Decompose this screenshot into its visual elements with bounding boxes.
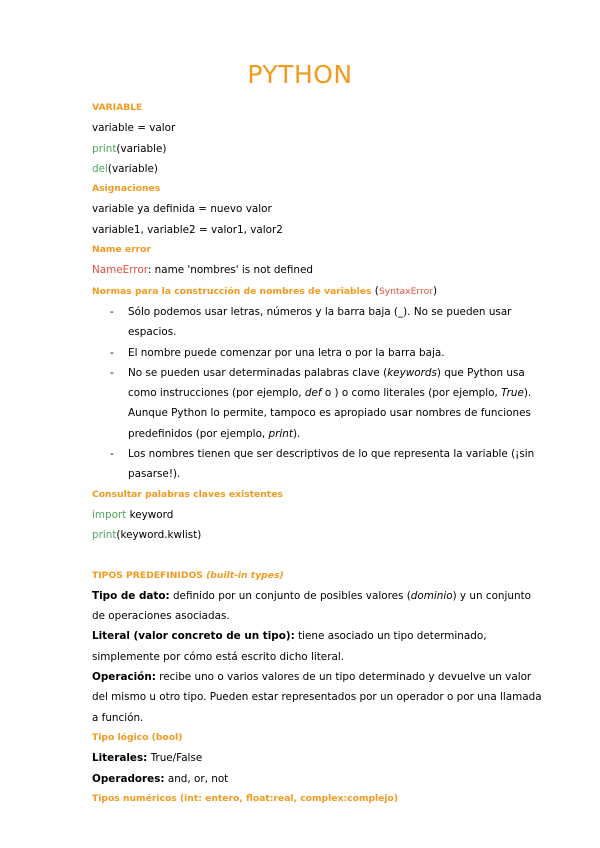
def-term: def	[304, 387, 322, 400]
tipos-heading-text: TIPOS PREDEFINIDOS	[92, 569, 203, 581]
list-item: - El nombre puede comenzar por una letra o por la barra baja.	[92, 343, 547, 363]
page-title: PYTHON	[247, 60, 353, 89]
section-spacer	[92, 546, 547, 566]
literales-value: True/False	[147, 752, 203, 765]
tipo-logico-heading: Tipo lógico (bool)	[92, 731, 183, 743]
normas-heading-line	[92, 281, 547, 302]
tipos-numericos-heading: Tipos numéricos (int: entero, float:real, complex:complejo)	[92, 792, 399, 804]
name-error-line	[92, 260, 547, 280]
operacion-paragraph	[92, 667, 547, 728]
print-kwlist-line	[92, 525, 547, 545]
keywords-term: keywords	[387, 366, 437, 379]
del-line	[92, 159, 547, 179]
print-keyword: print	[92, 142, 117, 155]
syntax-error-label: SyntaxError	[378, 285, 434, 297]
list-item	[92, 363, 547, 444]
normas-paren-close: )	[433, 284, 438, 297]
list-text: ) que Python usa como instrucciones (por ejemplo,	[128, 366, 525, 400]
normas-list	[92, 302, 547, 485]
literales-label: Literales:	[92, 752, 148, 765]
paragraph-text: tiene asociado un tipo determinado, simplemente por cómo está escrito dicho literal.	[92, 630, 487, 663]
list-text: ). Aunque Python lo permite, tampoco es apropiado usar nombres de funciones predefinidos (por ejemplo,	[128, 387, 532, 440]
print-keyword: print	[92, 529, 117, 542]
normas-paren-open: (	[371, 284, 379, 297]
print-line	[92, 139, 547, 159]
name-error-keyword: NameError	[92, 264, 148, 277]
paragraph-text: definido por un conjunto de posibles valores (	[169, 589, 411, 602]
operadores-value: and, or, not	[164, 772, 229, 785]
tipo-dato-label: Tipo de dato:	[92, 589, 170, 602]
del-args: (variable)	[107, 162, 158, 175]
variable-heading: VARIABLE	[92, 102, 143, 113]
list-text: No se pueden usar determinadas palabras clave (	[128, 366, 388, 379]
tipos-heading-sub: (built-in types)	[202, 569, 284, 581]
operacion-label: Operación:	[92, 671, 156, 684]
literal-label: Literal (valor concreto de un tipo):	[92, 630, 295, 643]
name-error-message: : name 'nombres' is not defined	[147, 264, 313, 277]
normas-heading: Normas para la construcción de nombres de variables	[92, 285, 372, 297]
operadores-line	[92, 769, 547, 789]
literales-line	[92, 748, 547, 768]
list-text: o ) o como literales (por ejemplo,	[321, 387, 502, 400]
paragraph-text: ) y un conjunto de operaciones asociadas.	[92, 589, 532, 623]
operadores-label: Operadores:	[92, 772, 165, 785]
literal-paragraph	[92, 626, 547, 667]
variable-line: variable = valor	[92, 122, 176, 135]
tipos-heading	[92, 566, 547, 586]
print-term: print	[268, 427, 293, 440]
print-kwlist-args: (keyword.kwlist)	[116, 529, 202, 542]
del-keyword: del	[92, 162, 108, 175]
import-keyword: import	[92, 508, 127, 521]
import-module: keyword	[126, 508, 174, 521]
paragraph-text: recibe uno o varios valores de un tipo determinado y devuelve un valor del mismo u otro tipo. Pueden estar representados por un operador o por una llamada a función.	[92, 671, 542, 724]
consultar-heading: Consultar palabras claves existentes	[92, 488, 283, 500]
dominio-term: dominio	[410, 589, 453, 602]
asignacion-line-1: variable ya definida = nuevo valor	[92, 203, 272, 216]
list-item: - Los nombres tienen que ser descriptivos de lo que representa la variable (¡sin pasarse!).	[92, 444, 547, 485]
asignacion-line-2: variable1, variable2 = valor1, valor2	[92, 223, 283, 236]
name-error-heading: Name error	[92, 244, 152, 256]
list-text: ).	[292, 427, 301, 440]
document-body	[92, 98, 547, 809]
tipo-dato-paragraph	[92, 586, 547, 627]
asignaciones-heading: Asignaciones	[92, 183, 161, 195]
import-line	[92, 505, 547, 525]
true-term: True	[501, 387, 524, 400]
print-args: (variable)	[116, 142, 167, 155]
list-item: - Sólo podemos usar letras, números y la barra baja (_). No se pueden usar espacios.	[92, 302, 547, 343]
